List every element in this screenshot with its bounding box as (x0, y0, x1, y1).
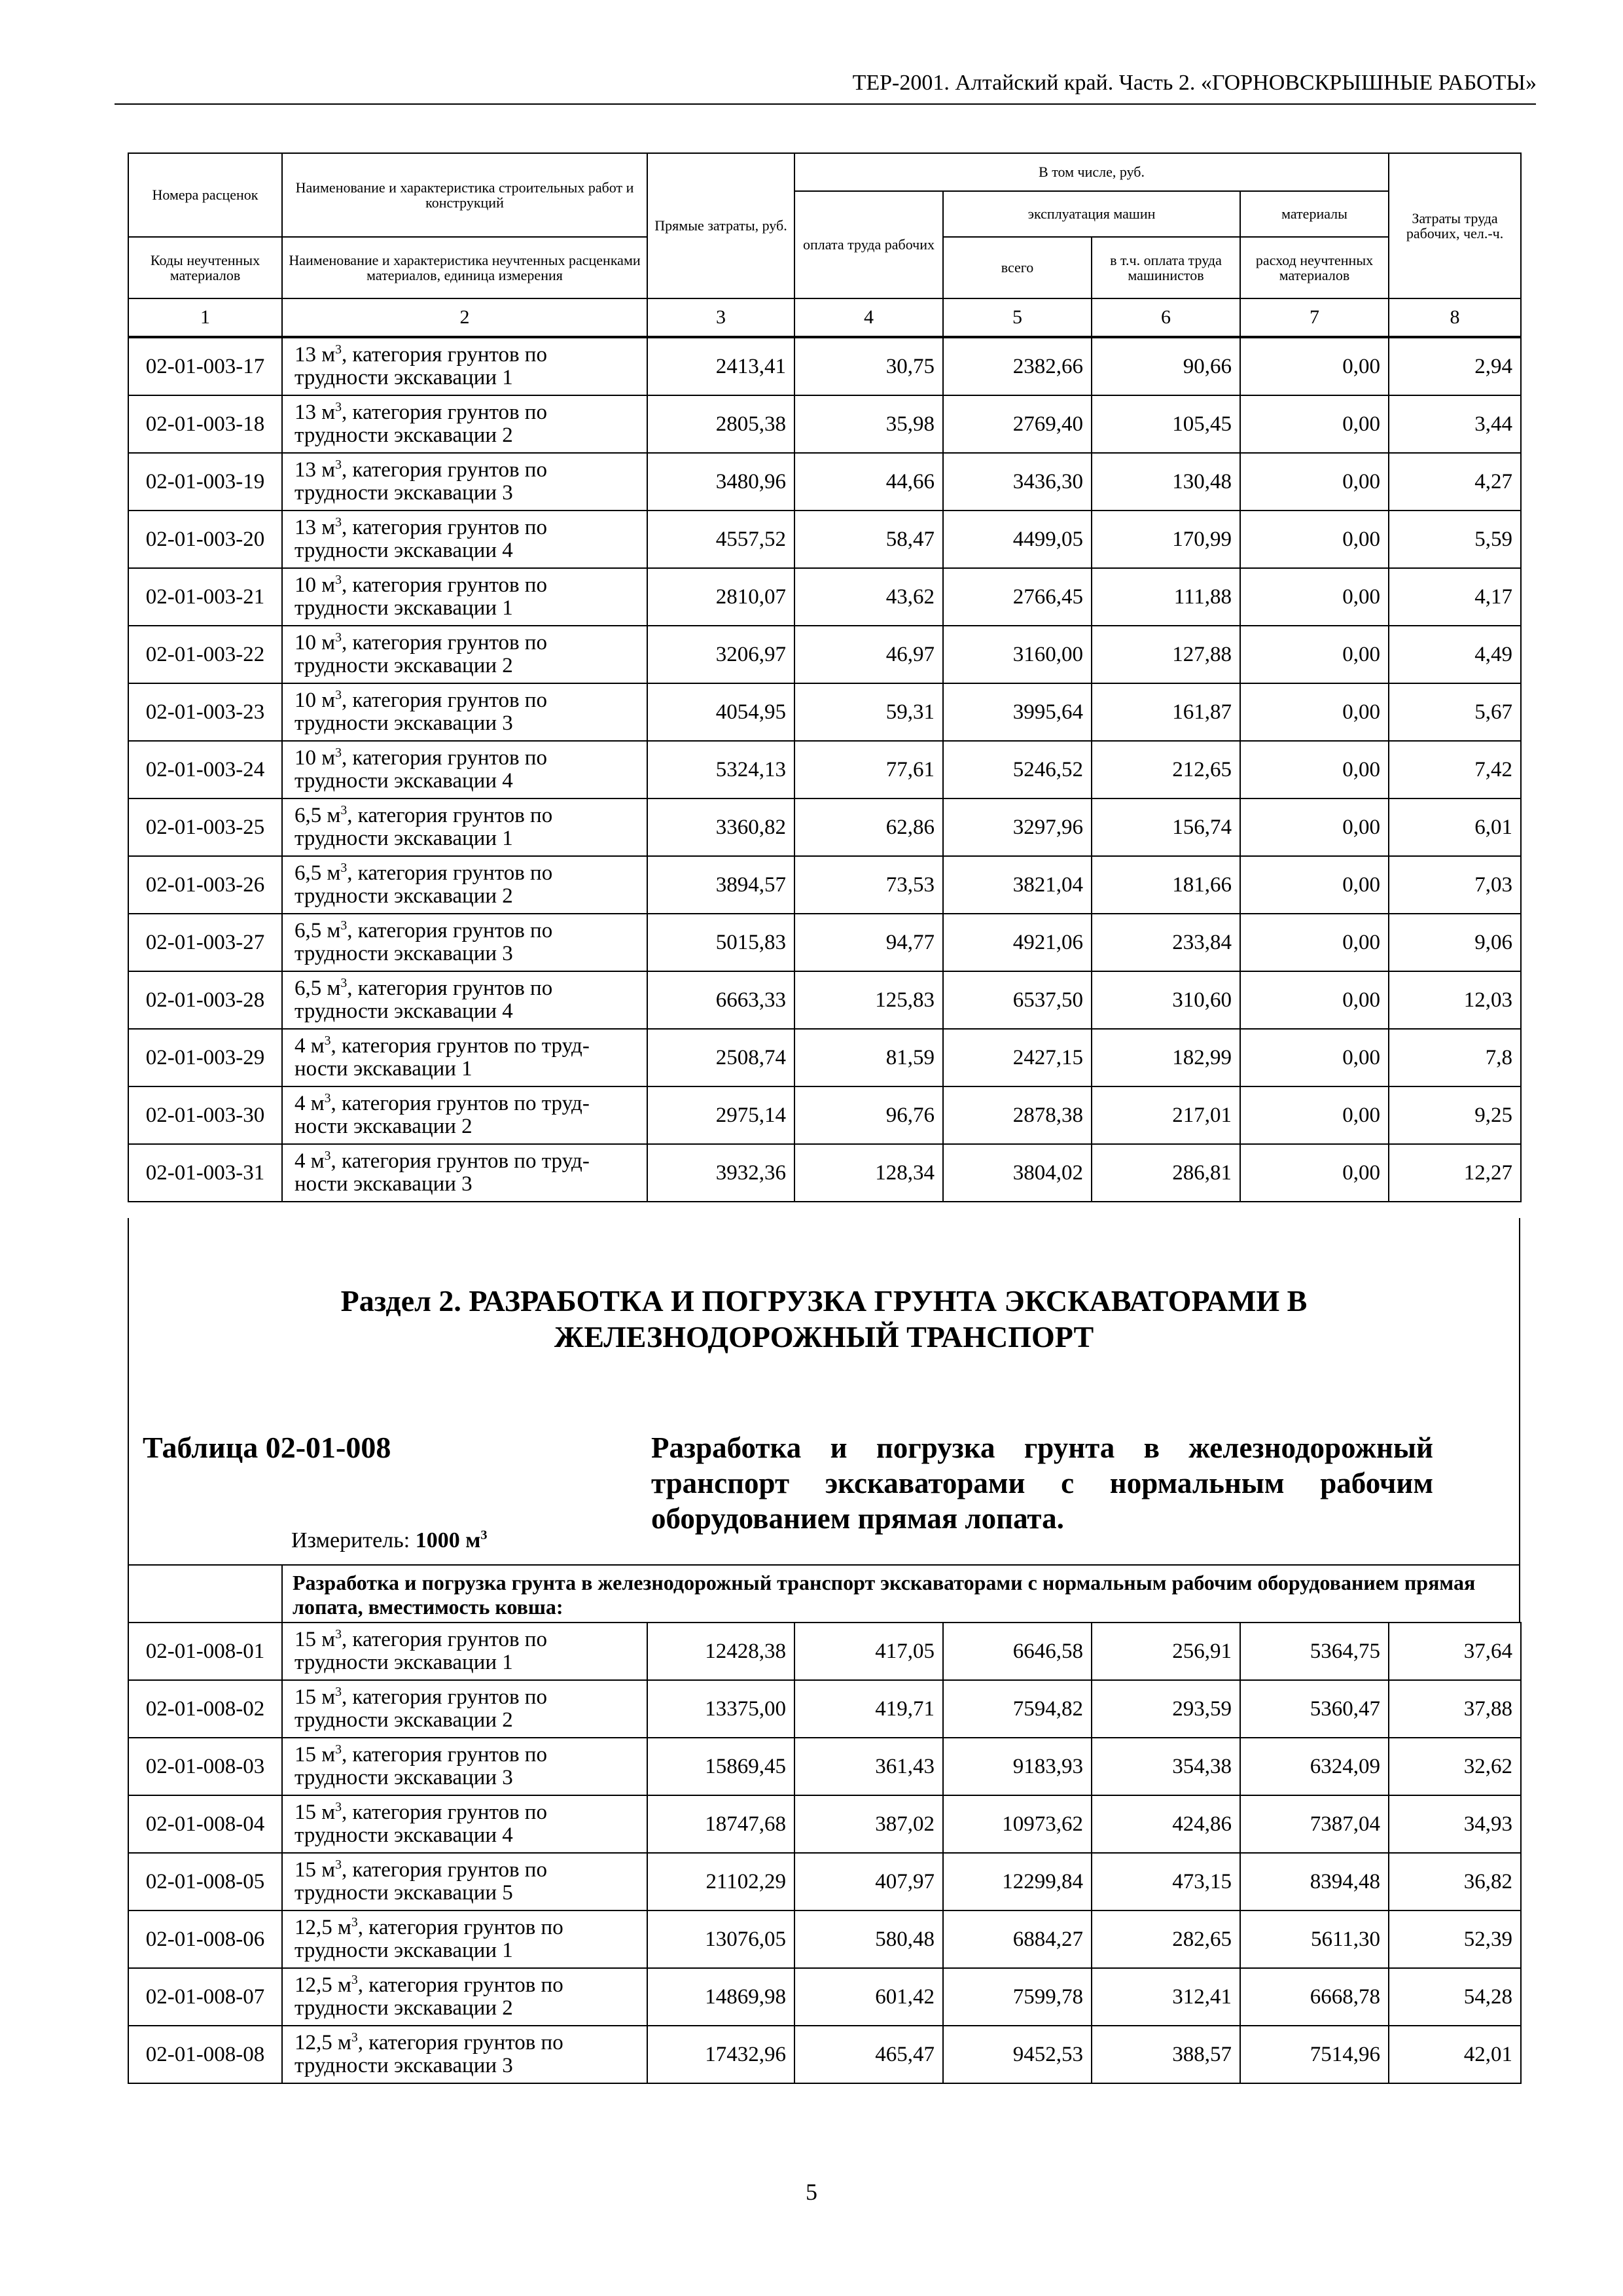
table-caption: Разработка и погрузка грунта в железнодорожный транспорт экскаваторами с нормальным рабочим оборудованием прямая лопата. (651, 1431, 1433, 1535)
rate-description: 10 $м^3$, категория грунтов по трудности экскавации 3 (282, 683, 647, 741)
machinist-pay: 354,38 (1092, 1738, 1240, 1795)
direct-costs: 5324,13 (647, 741, 794, 798)
machinist-pay: 156,74 (1092, 798, 1240, 856)
machinist-pay: 212,65 (1092, 741, 1240, 798)
materials: 7387,04 (1240, 1795, 1389, 1853)
rate-description: 10 $м^3$, категория грунтов по трудности экскавации 2 (282, 626, 647, 683)
direct-costs: 21102,29 (647, 1853, 794, 1910)
labor-costs: 9,06 (1389, 914, 1521, 971)
worker-pay: 30,75 (794, 338, 943, 395)
direct-costs: 2413,41 (647, 338, 794, 395)
page-number: 5 (806, 2179, 817, 2205)
worker-pay: 417,05 (794, 1623, 943, 1680)
direct-costs: 13375,00 (647, 1680, 794, 1738)
rate-code: 02-01-003-29 (128, 1029, 282, 1086)
worker-pay: 77,61 (794, 741, 943, 798)
rate-code: 02-01-008-04 (128, 1795, 282, 1853)
labor-costs: 7,03 (1389, 856, 1521, 914)
machinist-pay: 217,01 (1092, 1086, 1240, 1144)
column-index: 3 (647, 298, 794, 336)
table-row (128, 741, 1521, 798)
table-number: Таблица 02-01-008 (143, 1431, 391, 1464)
measurement-unit-value: 1000 $м^3$ (415, 1528, 488, 1552)
column-index: 6 (1092, 298, 1240, 336)
rate-description: 4 $м^3$, категория грунтов по труд- ности экскавации 2 (282, 1086, 647, 1144)
column-index: 1 (128, 298, 282, 336)
worker-pay: 407,97 (794, 1853, 943, 1910)
section-title-line: ЖЕЛЕЗНОДОРОЖНЫЙ ТРАНСПОРТ (554, 1320, 1094, 1354)
worker-pay: 58,47 (794, 511, 943, 568)
materials: 0,00 (1240, 683, 1389, 741)
table-row (128, 1144, 1521, 1202)
worker-pay: 46,97 (794, 626, 943, 683)
machinist-pay: 473,15 (1092, 1853, 1240, 1910)
rates-table-02-01-008 (128, 1622, 1522, 2084)
labor-costs: 7,42 (1389, 741, 1521, 798)
machinist-pay: 90,66 (1092, 338, 1240, 395)
rate-description: 13 $м^3$, категория грунтов по трудности экскавации 2 (282, 395, 647, 453)
materials: 0,00 (1240, 971, 1389, 1029)
machinist-pay: 312,41 (1092, 1968, 1240, 2026)
rate-code: 02-01-003-18 (128, 395, 282, 453)
machine-total: 4499,05 (943, 511, 1092, 568)
materials: 0,00 (1240, 1144, 1389, 1202)
table-row (128, 798, 1521, 856)
column-index: 8 (1389, 298, 1521, 336)
direct-costs: 3932,36 (647, 1144, 794, 1202)
machinist-pay: 293,59 (1092, 1680, 1240, 1738)
rate-code: 02-01-003-28 (128, 971, 282, 1029)
labor-costs: 7,8 (1389, 1029, 1521, 1086)
worker-pay: 81,59 (794, 1029, 943, 1086)
header-machine-total: всего (943, 237, 1092, 298)
direct-costs: 14869,98 (647, 1968, 794, 2026)
worker-pay: 387,02 (794, 1795, 943, 1853)
machinist-pay: 111,88 (1092, 568, 1240, 626)
labor-costs: 6,01 (1389, 798, 1521, 856)
labor-costs: 32,62 (1389, 1738, 1521, 1795)
machinist-pay: 105,45 (1092, 395, 1240, 453)
machine-total: 3297,96 (943, 798, 1092, 856)
table-row (128, 1029, 1521, 1086)
materials: 0,00 (1240, 798, 1389, 856)
rate-code: 02-01-003-20 (128, 511, 282, 568)
rate-code: 02-01-003-31 (128, 1144, 282, 1202)
labor-costs: 9,25 (1389, 1086, 1521, 1144)
header-name-top: Наименование и характеристика строительных работ и конструкций (282, 153, 647, 237)
machine-total: 6884,27 (943, 1910, 1092, 1968)
rate-description: 13 $м^3$, категория грунтов по трудности экскавации 1 (282, 338, 647, 395)
machine-total: 9183,93 (943, 1738, 1092, 1795)
materials: 0,00 (1240, 568, 1389, 626)
column-index: 2 (282, 298, 647, 336)
table-row (128, 1795, 1521, 1853)
direct-costs: 2508,74 (647, 1029, 794, 1086)
materials: 0,00 (1240, 741, 1389, 798)
rate-code: 02-01-003-27 (128, 914, 282, 971)
machinist-pay: 388,57 (1092, 2026, 1240, 2083)
materials: 6668,78 (1240, 1968, 1389, 2026)
labor-costs: 52,39 (1389, 1910, 1521, 1968)
worker-pay: 601,42 (794, 1968, 943, 2026)
rate-description: 15 $м^3$, категория грунтов по трудности экскавации 4 (282, 1795, 647, 1853)
rates-table-02-01-003 (128, 337, 1522, 1202)
labor-costs: 12,03 (1389, 971, 1521, 1029)
direct-costs: 2810,07 (647, 568, 794, 626)
table-row (128, 453, 1521, 511)
materials: 0,00 (1240, 1029, 1389, 1086)
rate-description: 6,5 $м^3$, категория грунтов по трудности экскавации 3 (282, 914, 647, 971)
machinist-pay: 424,86 (1092, 1795, 1240, 1853)
measurement-unit-label: Измеритель: (291, 1528, 410, 1552)
labor-costs: 42,01 (1389, 2026, 1521, 2083)
table-row (128, 626, 1521, 683)
machinist-pay: 127,88 (1092, 626, 1240, 683)
rate-description: 13 $м^3$, категория грунтов по трудности экскавации 3 (282, 453, 647, 511)
table-row (128, 1853, 1521, 1910)
worker-pay: 35,98 (794, 395, 943, 453)
group-heading-text: Разработка и погрузка грунта в железнодорожный транспорт экскаваторами с нормальным рабочим оборудованием прямая лопата, вместимость ковша: (293, 1571, 1476, 1619)
direct-costs: 4557,52 (647, 511, 794, 568)
labor-costs: 5,67 (1389, 683, 1521, 741)
labor-costs: 4,49 (1389, 626, 1521, 683)
table-row (128, 395, 1521, 453)
machine-total: 7594,82 (943, 1680, 1092, 1738)
labor-costs: 12,27 (1389, 1144, 1521, 1202)
direct-costs: 13076,05 (647, 1910, 794, 1968)
materials: 8394,48 (1240, 1853, 1389, 1910)
worker-pay: 419,71 (794, 1680, 943, 1738)
machine-total: 9452,53 (943, 2026, 1092, 2083)
machine-total: 3436,30 (943, 453, 1092, 511)
rate-code: 02-01-003-21 (128, 568, 282, 626)
materials: 5360,47 (1240, 1680, 1389, 1738)
rate-code: 02-01-008-03 (128, 1738, 282, 1795)
machinist-pay: 161,87 (1092, 683, 1240, 741)
rate-code: 02-01-008-01 (128, 1623, 282, 1680)
materials: 6324,09 (1240, 1738, 1389, 1795)
materials: 0,00 (1240, 395, 1389, 453)
table-row (128, 2026, 1521, 2083)
labor-costs: 54,28 (1389, 1968, 1521, 2026)
materials: 0,00 (1240, 856, 1389, 914)
direct-costs: 3480,96 (647, 453, 794, 511)
table-row (128, 1680, 1521, 1738)
machine-total: 2766,45 (943, 568, 1092, 626)
table-row (128, 971, 1521, 1029)
rate-description: 13 $м^3$, категория грунтов по трудности экскавации 4 (282, 511, 647, 568)
header-machinist-pay: в т.ч. оплата труда машинистов (1092, 237, 1240, 298)
machine-total: 3160,00 (943, 626, 1092, 683)
direct-costs: 3360,82 (647, 798, 794, 856)
worker-pay: 465,47 (794, 2026, 943, 2083)
materials: 0,00 (1240, 453, 1389, 511)
group-heading-code-cell (129, 1566, 283, 1622)
rate-description: 4 $м^3$, категория грунтов по труд- ности экскавации 3 (282, 1144, 647, 1202)
rate-code: 02-01-003-22 (128, 626, 282, 683)
column-index: 5 (943, 298, 1092, 336)
direct-costs: 2975,14 (647, 1086, 794, 1144)
table-header (128, 152, 1522, 337)
rate-description: 15 $м^3$, категория грунтов по трудности экскавации 1 (282, 1623, 647, 1680)
rate-code: 02-01-003-19 (128, 453, 282, 511)
worker-pay: 62,86 (794, 798, 943, 856)
header-direct-costs: Прямые затраты, руб. (647, 153, 794, 298)
machine-total: 6646,58 (943, 1623, 1092, 1680)
rate-description: 6,5 $м^3$, категория грунтов по трудности экскавации 1 (282, 798, 647, 856)
labor-costs: 36,82 (1389, 1853, 1521, 1910)
rate-code: 02-01-008-07 (128, 1968, 282, 2026)
labor-costs: 37,64 (1389, 1623, 1521, 1680)
machine-total: 3804,02 (943, 1144, 1092, 1202)
rate-description: 10 $м^3$, категория грунтов по трудности экскавации 4 (282, 741, 647, 798)
rate-code: 02-01-003-23 (128, 683, 282, 741)
direct-costs: 12428,38 (647, 1623, 794, 1680)
rate-code: 02-01-008-02 (128, 1680, 282, 1738)
machinist-pay: 182,99 (1092, 1029, 1240, 1086)
machine-total: 5246,52 (943, 741, 1092, 798)
labor-costs: 4,27 (1389, 453, 1521, 511)
machinist-pay: 286,81 (1092, 1144, 1240, 1202)
direct-costs: 3894,57 (647, 856, 794, 914)
machinist-pay: 233,84 (1092, 914, 1240, 971)
materials: 7514,96 (1240, 2026, 1389, 2083)
rate-code: 02-01-003-24 (128, 741, 282, 798)
machine-total: 6537,50 (943, 971, 1092, 1029)
header-unaccounted-materials: расход неучтенных материалов (1240, 237, 1389, 298)
header-worker-pay: оплата труда рабочих (794, 191, 943, 298)
rate-description: 12,5 $м^3$, категория грунтов по трудности экскавации 1 (282, 1910, 647, 1968)
worker-pay: 96,76 (794, 1086, 943, 1144)
worker-pay: 59,31 (794, 683, 943, 741)
materials: 5364,75 (1240, 1623, 1389, 1680)
labor-costs: 3,44 (1389, 395, 1521, 453)
header-code-bottom: Коды неучтенных материалов (128, 237, 282, 298)
machine-total: 2427,15 (943, 1029, 1092, 1086)
direct-costs: 15869,45 (647, 1738, 794, 1795)
table-row (128, 683, 1521, 741)
worker-pay: 125,83 (794, 971, 943, 1029)
group-heading-row (128, 1564, 1520, 1623)
header-rule (115, 103, 1536, 105)
direct-costs: 5015,83 (647, 914, 794, 971)
materials: 0,00 (1240, 511, 1389, 568)
rate-description: 15 $м^3$, категория грунтов по трудности экскавации 2 (282, 1680, 647, 1738)
rate-description: 6,5 $м^3$, категория грунтов по трудности экскавации 2 (282, 856, 647, 914)
table-row (128, 568, 1521, 626)
table-row (128, 511, 1521, 568)
rate-description: 6,5 $м^3$, категория грунтов по трудности экскавации 4 (282, 971, 647, 1029)
rate-code: 02-01-008-08 (128, 2026, 282, 2083)
machine-total: 2878,38 (943, 1086, 1092, 1144)
machinist-pay: 310,60 (1092, 971, 1240, 1029)
worker-pay: 94,77 (794, 914, 943, 971)
rate-description: 12,5 $м^3$, категория грунтов по трудности экскавации 2 (282, 1968, 647, 2026)
rate-code: 02-01-003-30 (128, 1086, 282, 1144)
machine-total: 12299,84 (943, 1853, 1092, 1910)
worker-pay: 128,34 (794, 1144, 943, 1202)
measurement-unit (291, 1528, 488, 1553)
machine-total: 2769,40 (943, 395, 1092, 453)
direct-costs: 2805,38 (647, 395, 794, 453)
rate-code: 02-01-003-25 (128, 798, 282, 856)
materials: 0,00 (1240, 626, 1389, 683)
machinist-pay: 181,66 (1092, 856, 1240, 914)
machine-total: 3821,04 (943, 856, 1092, 914)
table-row (128, 1910, 1521, 1968)
rate-description: 15 $м^3$, категория грунтов по трудности экскавации 3 (282, 1738, 647, 1795)
rate-description: 4 $м^3$, категория грунтов по труд- ности экскавации 1 (282, 1029, 647, 1086)
materials: 0,00 (1240, 914, 1389, 971)
materials: 5611,30 (1240, 1910, 1389, 1968)
header-name-bottom: Наименование и характеристика неучтенных расценками материалов, единица измерения (282, 237, 647, 298)
worker-pay: 73,53 (794, 856, 943, 914)
header-code-top: Номера расценок (128, 153, 282, 237)
rate-code: 02-01-008-06 (128, 1910, 282, 1968)
materials: 0,00 (1240, 1086, 1389, 1144)
rate-code: 02-01-008-05 (128, 1853, 282, 1910)
machine-total: 3995,64 (943, 683, 1092, 741)
machinist-pay: 170,99 (1092, 511, 1240, 568)
labor-costs: 4,17 (1389, 568, 1521, 626)
table-row (128, 856, 1521, 914)
rate-description: 12,5 $м^3$, категория грунтов по трудности экскавации 3 (282, 2026, 647, 2083)
column-index: 4 (794, 298, 943, 336)
machinist-pay: 282,65 (1092, 1910, 1240, 1968)
direct-costs: 4054,95 (647, 683, 794, 741)
labor-costs: 2,94 (1389, 338, 1521, 395)
direct-costs: 17432,96 (647, 2026, 794, 2083)
worker-pay: 361,43 (794, 1738, 943, 1795)
rate-code: 02-01-003-26 (128, 856, 282, 914)
table-row (128, 1738, 1521, 1795)
header-materials: материалы (1240, 191, 1389, 237)
running-header: ТЕР-2001. Алтайский край. Часть 2. «ГОРНОВСКРЫШНЫЕ РАБОТЫ» (852, 71, 1537, 95)
table-row (128, 1086, 1521, 1144)
section-title (128, 1283, 1520, 1355)
materials: 0,00 (1240, 338, 1389, 395)
worker-pay: 580,48 (794, 1910, 943, 1968)
rate-description: 10 $м^3$, категория грунтов по трудности экскавации 1 (282, 568, 647, 626)
rate-code: 02-01-003-17 (128, 338, 282, 395)
worker-pay: 44,66 (794, 453, 943, 511)
column-index: 7 (1240, 298, 1389, 336)
direct-costs: 6663,33 (647, 971, 794, 1029)
table-row (128, 914, 1521, 971)
header-machine-operation: эксплуатация машин (943, 191, 1240, 237)
labor-costs: 37,88 (1389, 1680, 1521, 1738)
table-row (128, 1623, 1521, 1680)
header-labor-costs: Затраты труда рабочих, чел.-ч. (1389, 153, 1521, 298)
direct-costs: 18747,68 (647, 1795, 794, 1853)
machinist-pay: 256,91 (1092, 1623, 1240, 1680)
section-title-line: Раздел 2. РАЗРАБОТКА И ПОГРУЗКА ГРУНТА ЭКСКАВАТОРАМИ В (340, 1284, 1308, 1318)
labor-costs: 34,93 (1389, 1795, 1521, 1853)
worker-pay: 43,62 (794, 568, 943, 626)
labor-costs: 5,59 (1389, 511, 1521, 568)
machine-total: 2382,66 (943, 338, 1092, 395)
table-row (128, 1968, 1521, 2026)
machine-total: 7599,78 (943, 1968, 1092, 2026)
machine-total: 4921,06 (943, 914, 1092, 971)
machine-total: 10973,62 (943, 1795, 1092, 1853)
machinist-pay: 130,48 (1092, 453, 1240, 511)
rate-description: 15 $м^3$, категория грунтов по трудности экскавации 5 (282, 1853, 647, 1910)
table-row (128, 338, 1521, 395)
header-including: В том числе, руб. (794, 153, 1389, 191)
direct-costs: 3206,97 (647, 626, 794, 683)
